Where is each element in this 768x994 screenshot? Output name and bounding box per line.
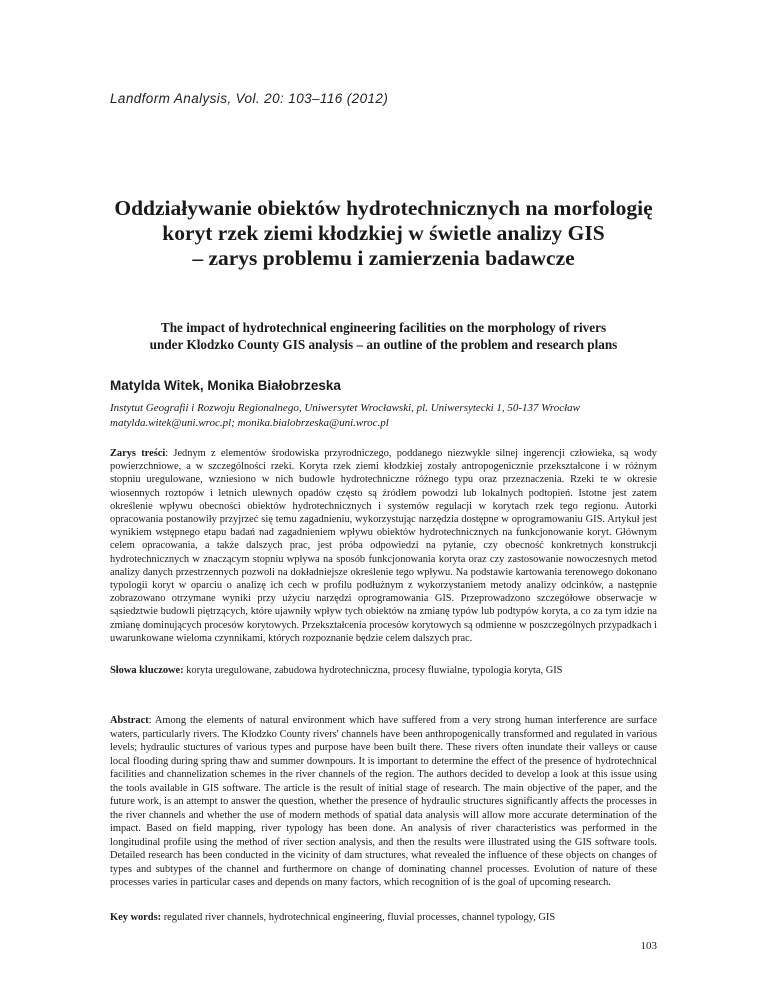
title-polish: [110, 196, 657, 271]
keywords-polish: [110, 664, 657, 677]
journal-citation: Landform Analysis, Vol. 20: 103–116 (2012): [110, 91, 389, 106]
authors: Matylda Witek, Monika Białobrzeska: [110, 378, 341, 393]
abstract-polish-text: : Jednym z elementów środowiska przyrodniczego, poddanego niezwykle silnej ingerencji człowieka, są wody powierzchniowe, a w szczególności rzeki. Koryta rzek ziemi kłodzkiej zostały antropogenicznie przekształcone i w różnym stopniu uregulowane, wzniesiono w nich budowle hydrotechniczne różnego typu oraz przeznaczenia. Rzeki te w okresie wiosennych roztopów i letnich ulewnych opadów często są źródłem powodzi lub lokalnych podtopień. Istotne jest zatem określenie wpływu obecności obiektów hydrotechnicznych i systemów regulacji w korytach rzek tego regionu. Autorki opracowania postanowiły przyjrzeć się temu zagadnieniu, wykorzystując narzędzia dostępne w oprogramowaniu GIS. Artykuł jest wynikiem wstępnego etapu badań nad zagadnieniem wpływu obiektów hydrotechnicznych na funkcjonowanie koryt. Głównym celem opracowania, a także dalszych prac, jest próba odpowiedzi na pytanie, czy obecność konkretnych konstrukcji hydrotechnicznych w znaczącym stopniu wpływa na sposób funkcjonowania koryta oraz czy zastosowanie nowoczesnych metod analizy danych przestrzennych pozwoli na dokładniejsze określenie tego wpływu. Na podstawie kartowania terenowego dokonano typologii koryt w oparciu o analizę ich cech w profilu podłużnym z wykorzystaniem metody analizy odcinków, a następnie zobrazowano otrzymane wyniki przy użyciu narzędzi oprogramowania GIS. Przeprowadzono szczegółowe obserwacje w sąsiedztwie budowli piętrzących, które ujawniły wpływ tych obiektów na zmianę typów lub podtypów koryta, a co za tym idzie na zmianę dominujących procesów korytowych. Przekształcenia procesów korytowych są odmienne w poszczególnych przypadkach i uwarunkowane wieloma czynnikami, których rozpoznanie będzie celem dalszych prac.: [110, 448, 657, 644]
keywords-english: [110, 911, 657, 924]
title-english-line-2: under Klodzko County GIS analysis – an outline of the problem and research plans: [149, 337, 618, 352]
keywords-english-label: Key words:: [110, 912, 162, 923]
abstract-english-text: : Among the elements of natural environment which have suffered from a very strong human interference are surface waters, particularly rivers. The Kłodzko County rivers' channels have been anthropogenically transformed and regulated in various levels; hydraulic stuctures of various types and purpose have been built there. These rivers often inundate their valleys or cause local flooding during spring thaw and summer downpours. It is important to determine the effect of the presence of hydrotechnical facilities and channelization schemes in the river channels of the region. The authors decided to develop a look at this issue using the tools available in GIS software. The article is the result of initial stage of research. The main objective of the paper, and the future work, is an attempt to answer the question, whether the presence of hydraulic structures significantly affects the processes in the river channels and whether the use of modern methods of spatial data analysis will allow more accurate determination of the impact. Based on field mapping, river typology has been done. An analysis of river characteristics was performed in the longitudinal profile using the method of river section analysis, and then the results were illustrated using the GIS software tools. Detailed research has been conducted in the vicinity of dam structures, what revealed the influence of these objects on changes of types and subtypes of the channel and furthermore on change of dominating channel processes. Evolution of nature of these processes varies in particular cases and depends on many factors, which recognition of is the goal of upcoming research.: [110, 715, 657, 888]
title-polish-line-1: Oddziaływanie obiektów hydrotechnicznych na morfologię: [114, 196, 653, 220]
abstract-polish: [110, 447, 657, 645]
article-page: [110, 0, 657, 994]
affiliation: [110, 401, 580, 430]
title-polish-line-3: – zarys problemu i zamierzenia badawcze: [192, 246, 575, 270]
keywords-polish-text: koryta uregulowane, zabudowa hydrotechniczna, procesy fluwialne, typologia koryta, GIS: [183, 665, 563, 676]
affiliation-emails: matylda.witek@uni.wroc.pl; monika.bialobrzeska@uni.wroc.pl: [110, 416, 389, 429]
abstract-english: [110, 714, 657, 890]
page-number: 103: [640, 940, 657, 952]
title-polish-line-2: koryt rzek ziemi kłodzkiej w świetle analizy GIS: [162, 221, 605, 245]
title-english-line-1: The impact of hydrotechnical engineering facilities on the morphology of rivers: [160, 320, 607, 335]
affiliation-institution: Instytut Geografii i Rozwoju Regionalnego, Uniwersytet Wrocławski, pl. Uniwersytecki 1, 50-137 Wrocław: [110, 402, 580, 414]
abstract-english-label: Abstract: [110, 715, 149, 726]
keywords-polish-label: Słowa kluczowe:: [110, 665, 184, 676]
title-english: [110, 319, 657, 353]
abstract-polish-label: Zarys treści: [110, 448, 166, 459]
keywords-english-text: regulated river channels, hydrotechnical engineering, fluvial processes, channel typology, GIS: [161, 912, 556, 923]
